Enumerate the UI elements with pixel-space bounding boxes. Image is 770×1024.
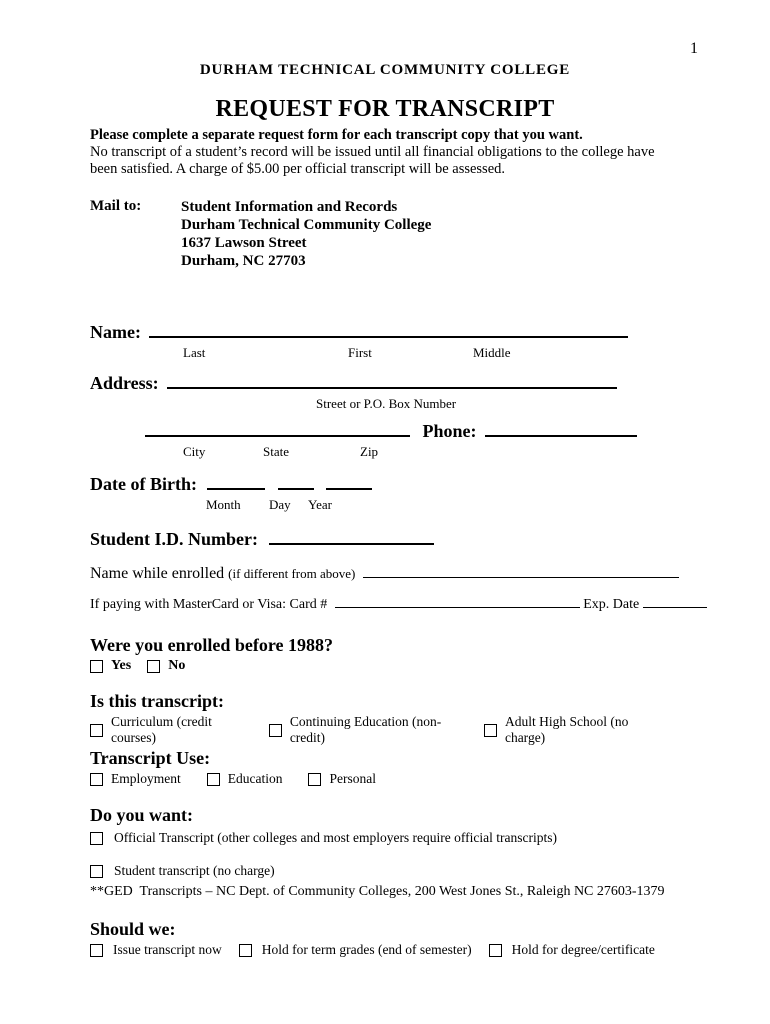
official-transcript-checkbox[interactable]: [90, 832, 103, 845]
name-while-enrolled-label: Name while enrolled: [90, 565, 225, 582]
sublabel-month: Month: [206, 497, 241, 512]
address-input-line[interactable]: [167, 387, 617, 389]
option-curriculum: [90, 714, 255, 746]
dob-year-input-line[interactable]: [326, 488, 372, 490]
college-name: DURHAM TECHNICAL COMMUNITY COLLEGE: [199, 62, 571, 78]
phone-input-line[interactable]: [485, 435, 637, 437]
form-title: REQUEST FOR TRANSCRIPT: [215, 96, 555, 122]
intro-line: No transcript of a student’s record will be issued until all financial obligations to the college have: [90, 144, 655, 160]
mail-to-address-line: Student Information and Records: [181, 199, 398, 215]
mail-to-address-line: Durham, NC 27703: [181, 253, 306, 269]
should-we-heading: Should we:: [90, 919, 176, 939]
employment-checkbox[interactable]: [90, 773, 103, 786]
card-number-input-line[interactable]: [335, 607, 580, 608]
exp-date-input-line[interactable]: [643, 607, 707, 608]
option-personal-label: Personal: [329, 771, 376, 786]
mail-to-address-line: 1637 Lawson Street: [181, 235, 307, 251]
should-we-section: [90, 919, 680, 958]
city-state-zip-block: [90, 421, 680, 457]
name-while-enrolled-block: [90, 565, 680, 583]
hold-term-grades-checkbox[interactable]: [239, 944, 252, 957]
transcript-type-section: [90, 691, 680, 746]
date-of-birth-block: [90, 474, 680, 510]
city-state-zip-input-line[interactable]: [145, 435, 410, 437]
sublabel-day: Day: [269, 497, 291, 512]
dob-sublabels: [90, 495, 680, 510]
no-checkbox[interactable]: [147, 660, 160, 673]
do-you-want-section: [90, 805, 680, 879]
sublabel-state: State: [263, 444, 289, 459]
option-no-label: No: [168, 658, 186, 673]
name-while-enrolled-input-line[interactable]: [363, 577, 679, 578]
student-id-input-line[interactable]: [269, 543, 434, 545]
option-no: [147, 658, 185, 674]
address-label: Address:: [90, 373, 159, 393]
city-state-zip-sublabels: [90, 442, 680, 457]
option-curriculum-label: Curriculum (credit courses): [111, 714, 212, 745]
name-sublabel-first: First: [348, 345, 372, 360]
student-transcript-checkbox[interactable]: [90, 865, 103, 878]
mail-to-label: Mail to:: [90, 198, 142, 214]
card-label: If paying with MasterCard or Visa: Card #: [90, 597, 328, 612]
option-employment: [90, 771, 181, 787]
page-number: 1: [690, 40, 698, 57]
mail-to-address-line: Durham Technical Community College: [181, 217, 432, 233]
option-hold-degree-label: Hold for degree/certificate: [511, 942, 655, 957]
option-employment-label: Employment: [111, 771, 181, 786]
issue-transcript-now-checkbox[interactable]: [90, 944, 103, 957]
mail-to-block: [90, 198, 680, 270]
address-sublabels: [90, 394, 680, 409]
name-label: Name:: [90, 322, 141, 342]
option-issue-now: [90, 942, 222, 958]
name-sublabel-last: Last: [183, 345, 206, 360]
adult-high-school-checkbox[interactable]: [484, 724, 497, 737]
option-student-transcript: [90, 863, 680, 879]
option-student-transcript-label: Student transcript (no charge): [114, 863, 275, 878]
intro-line: been satisfied. A charge of $5.00 per official transcript will be assessed.: [90, 161, 506, 177]
yes-checkbox[interactable]: [90, 660, 103, 673]
address-field-block: [90, 373, 680, 409]
name-while-enrolled-note: (if different from above): [228, 566, 356, 581]
address-sublabel-street: Street or P.O. Box Number: [316, 396, 457, 411]
option-continuing-education: [269, 714, 470, 746]
education-checkbox[interactable]: [207, 773, 220, 786]
name-sublabels: [90, 343, 680, 358]
option-yes: [90, 658, 131, 674]
option-personal: [308, 771, 376, 787]
ged-transcripts-note: **GED Transcripts – NC Dept. of Community Colleges, 200 West Jones St., Raleigh NC 27603-1379: [90, 884, 665, 899]
option-hold-term-grades-label: Hold for term grades (end of semester): [261, 942, 472, 957]
name-sublabel-middle: Middle: [473, 345, 511, 360]
student-id-block: [90, 529, 680, 550]
option-education: [207, 771, 283, 787]
hold-degree-certificate-checkbox[interactable]: [489, 944, 502, 957]
option-official-transcript-label: Official Transcript (other colleges and most employers require official transcripts): [114, 830, 558, 845]
intro-instruction: Please complete a separate request form for each transcript copy that you want.: [90, 127, 583, 143]
name-field-block: [90, 322, 680, 358]
enrolled-before-1988-section: [90, 635, 680, 674]
mail-to-address: [181, 198, 431, 270]
transcript-use-section: [90, 748, 680, 787]
transcript-use-heading: Transcript Use:: [90, 748, 211, 768]
option-adult-high-school-label: Adult High School (no charge): [504, 714, 629, 745]
option-issue-now-label: Issue transcript now: [113, 942, 222, 957]
intro-paragraph: [90, 127, 680, 178]
student-id-label: Student I.D. Number:: [90, 529, 259, 549]
phone-label: Phone:: [422, 421, 477, 441]
option-hold-term-grades: [239, 942, 472, 958]
option-adult-high-school: [484, 714, 666, 746]
option-education-label: Education: [227, 771, 283, 786]
card-payment-block: [90, 597, 680, 613]
enrolled-before-1988-heading: Were you enrolled before 1988?: [90, 635, 333, 655]
sublabel-year: Year: [308, 497, 332, 512]
curriculum-checkbox[interactable]: [90, 724, 103, 737]
option-hold-degree: [489, 942, 655, 958]
name-input-line[interactable]: [149, 336, 628, 338]
dob-label: Date of Birth:: [90, 474, 197, 494]
do-you-want-heading: Do you want:: [90, 805, 194, 825]
personal-checkbox[interactable]: [308, 773, 321, 786]
sublabel-zip: Zip: [360, 444, 379, 459]
sublabel-city: City: [183, 444, 206, 459]
continuing-education-checkbox[interactable]: [269, 724, 282, 737]
option-yes-label: Yes: [111, 658, 132, 673]
dob-month-input-line[interactable]: [207, 488, 265, 490]
dob-day-input-line[interactable]: [278, 488, 314, 490]
option-continuing-education-label: Continuing Education (non-credit): [289, 714, 442, 745]
option-official-transcript: [90, 830, 680, 846]
exp-date-label: Exp. Date: [583, 597, 640, 612]
transcript-type-heading: Is this transcript:: [90, 691, 224, 711]
